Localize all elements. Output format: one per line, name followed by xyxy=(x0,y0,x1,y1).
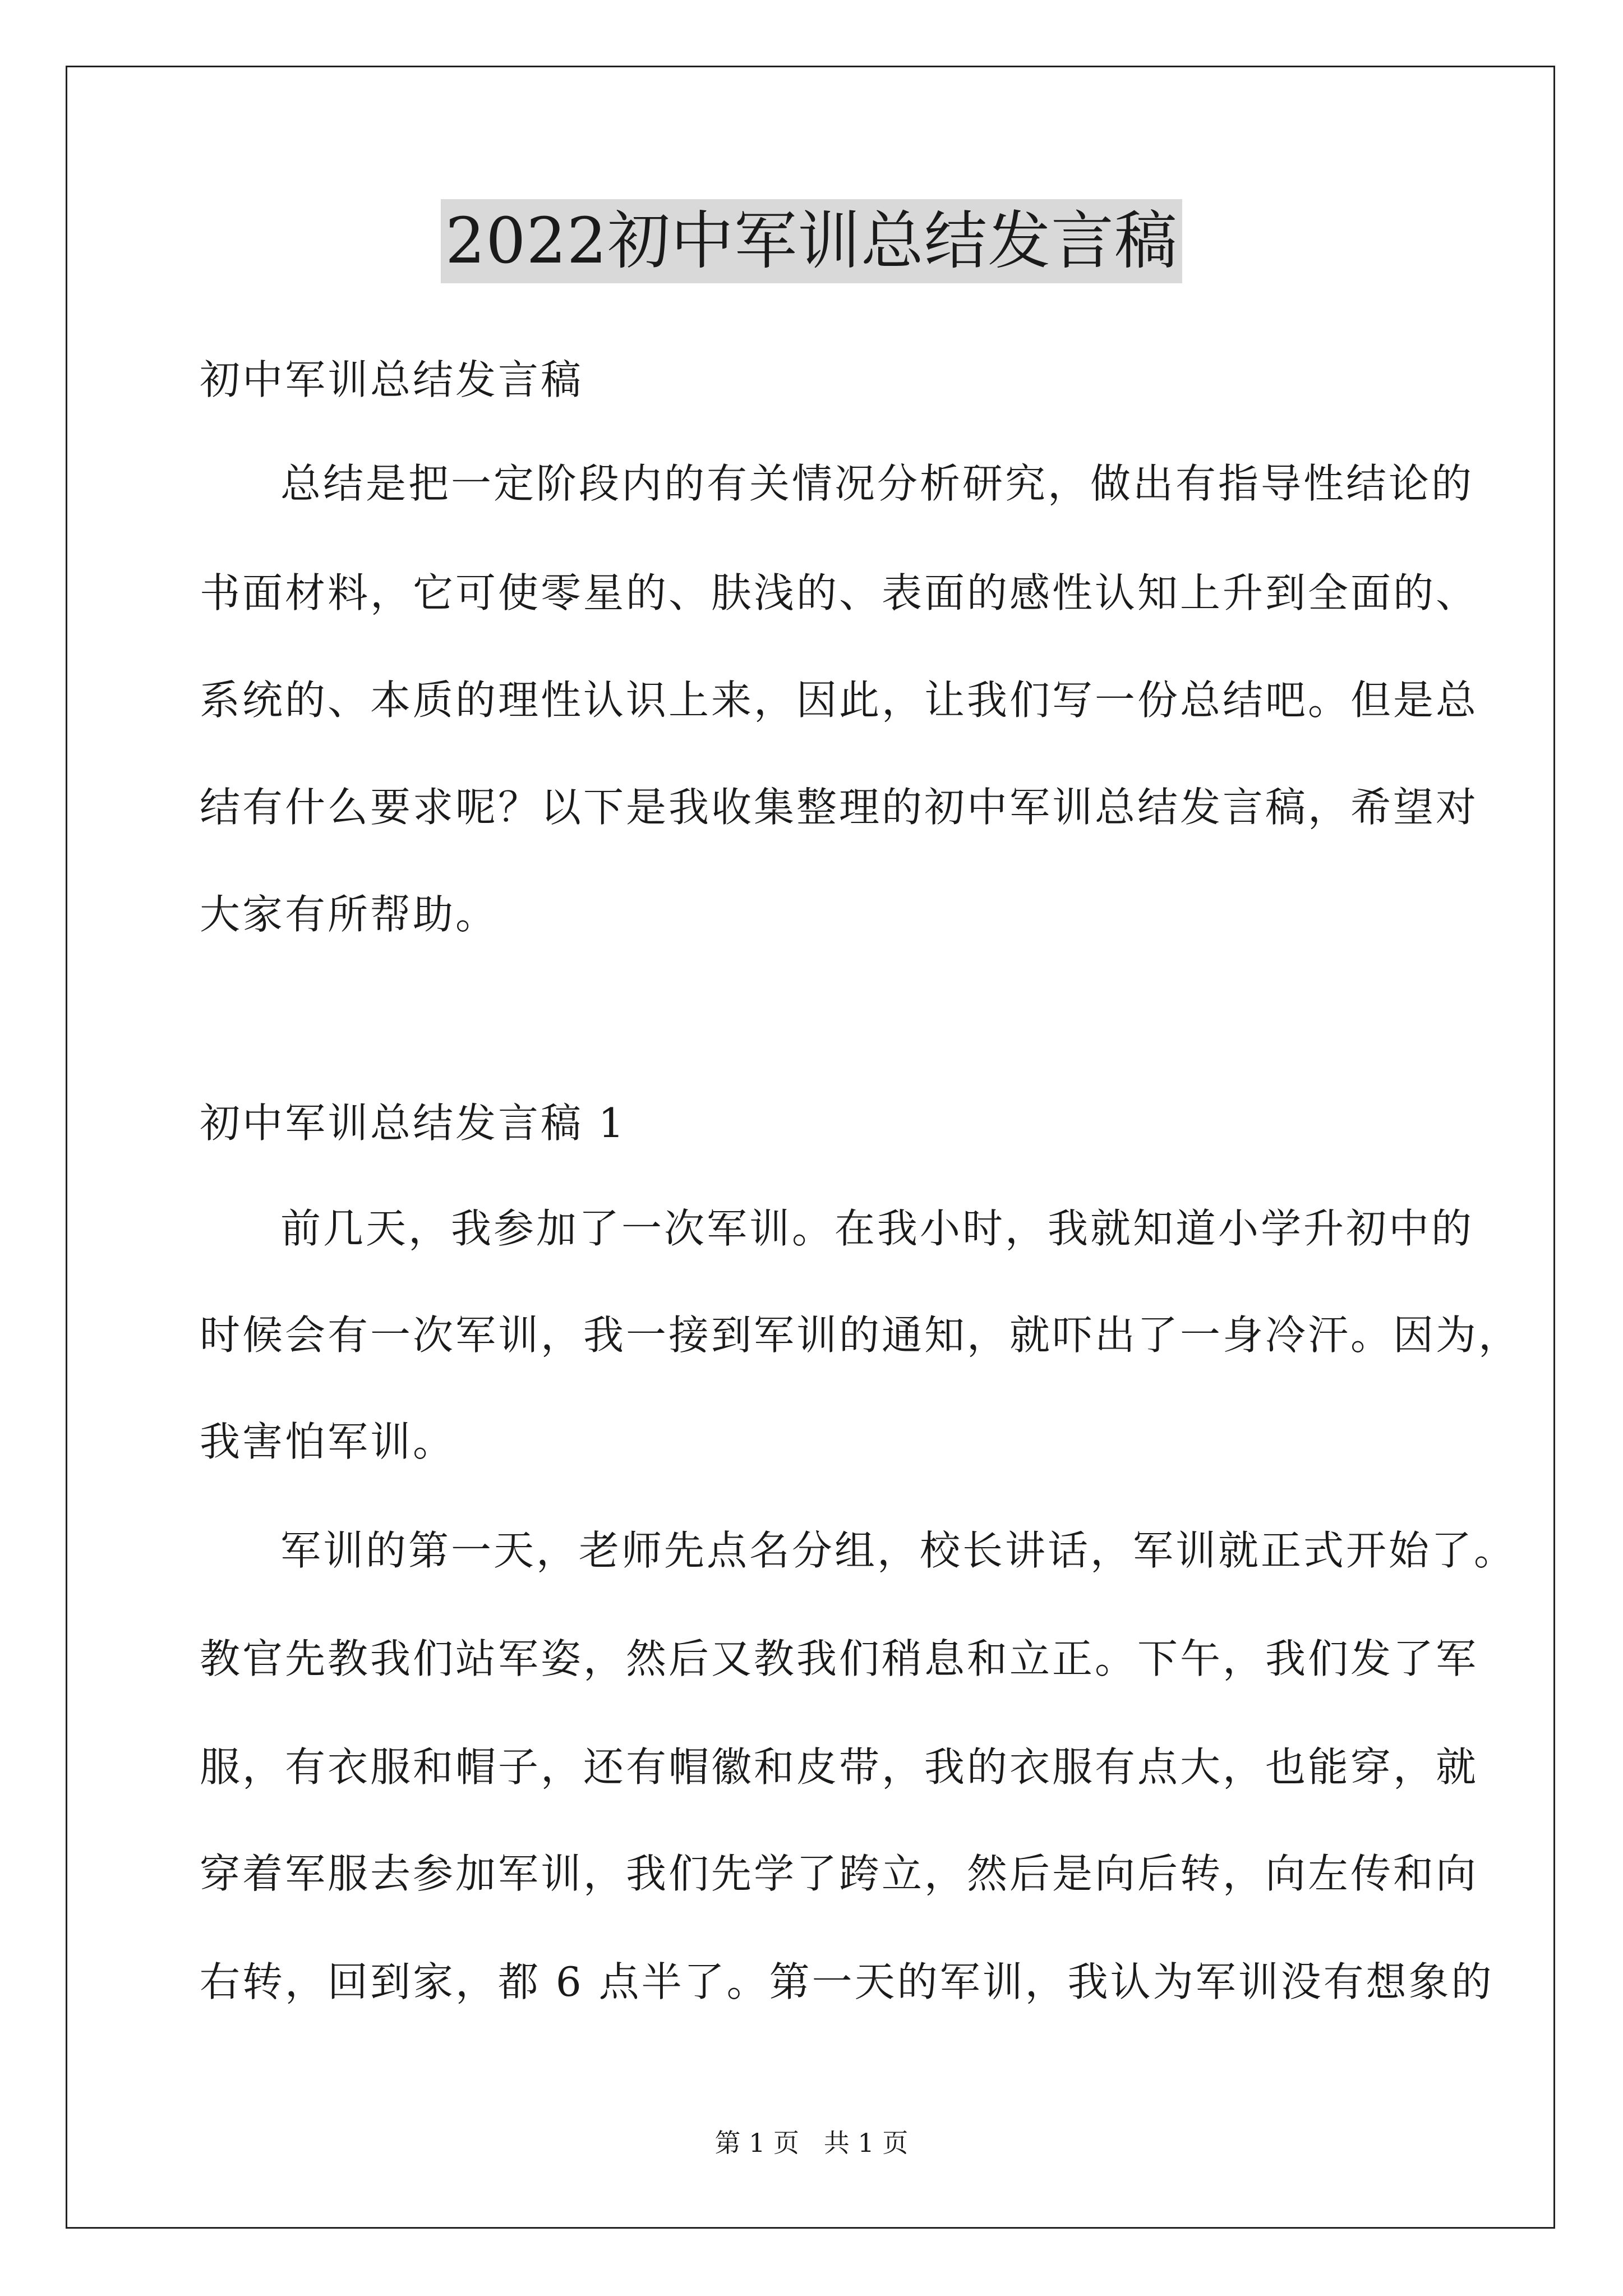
para2-line-4: 穿着军服去参加军训，我们先学了跨立，然后是向后转，向左传和向 xyxy=(200,1850,1479,1897)
intro-line-4: 结有什么要求呢？以下是我收集整理的初中军训总结发言稿，希望对 xyxy=(200,784,1479,831)
intro-line-3: 系统的、本质的理性认识上来，因此，让我们写一份总结吧。但是总 xyxy=(200,677,1479,724)
para2-line-5: 右转，回到家，都 6 点半了。第一天的军训，我认为军训没有想象的 xyxy=(200,1958,1494,2005)
intro-heading: 初中军训总结发言稿 xyxy=(200,356,584,403)
section-heading: 初中军训总结发言稿 1 xyxy=(200,1099,626,1147)
page-number: 第 1 页 共 1 页 xyxy=(714,2128,909,2158)
document-title: 2022初中军训总结发言稿 xyxy=(441,199,1182,283)
para1-line-2: 时候会有一次军训，我一接到军训的通知，就吓出了一身冷汗。因为， xyxy=(200,1312,1521,1359)
title-container xyxy=(0,199,1623,283)
para2-line-2: 教官先教我们站军姿，然后又教我们稍息和立正。下午，我们发了军 xyxy=(200,1635,1479,1682)
intro-line-2: 书面材料，它可使零星的、肤浅的、表面的感性认知上升到全面的、 xyxy=(200,569,1479,616)
intro-line-5: 大家有所帮助。 xyxy=(200,891,499,938)
para1-line-1: 前几天，我参加了一次军训。在我小时，我就知道小学升初中的 xyxy=(280,1205,1474,1252)
para1-line-3: 我害怕军训。 xyxy=(200,1418,456,1465)
intro-line-1: 总结是把一定阶段内的有关情况分析研究，做出有指导性结论的 xyxy=(280,460,1474,507)
para2-line-1: 军训的第一天，老师先点名分组，校长讲话，军训就正式开始了。 xyxy=(280,1527,1517,1574)
para2-line-3: 服，有衣服和帽子，还有帽徽和皮带，我的衣服有点大，也能穿，就 xyxy=(200,1743,1479,1791)
